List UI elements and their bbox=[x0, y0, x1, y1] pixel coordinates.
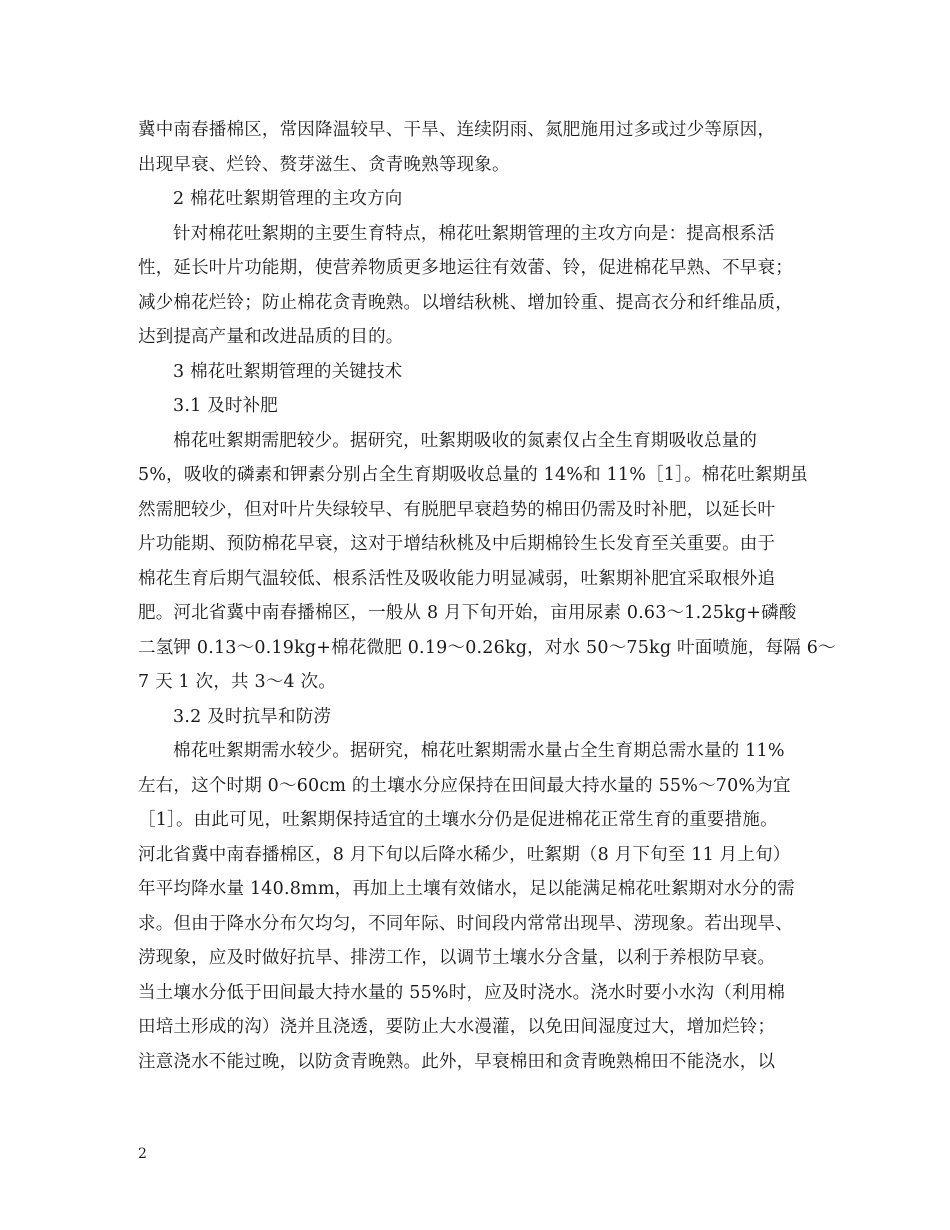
text-line: 片功能期、预防棉花早衰，这对于增结秋桃及中后期棉铃生长发育至关重要。由于 bbox=[138, 534, 776, 554]
text-line: 减少棉花烂铃；防止棉花贪青晚熟。以增结秋桃、增加铃重、提高衣分和纤维品质， bbox=[138, 292, 793, 313]
text-line: 5%，吸收的磷素和钾素分别占全生育期吸收总量的 14%和 11%［1］。棉花吐絮期虽 bbox=[138, 465, 808, 485]
text-line: 3.2 及时抗旱和防涝 bbox=[173, 706, 332, 727]
text-line: 当土壤水分低于田间最大持水量的 55%时，应及时浇水。浇水时要小水沟（利用棉 bbox=[138, 982, 786, 1003]
text-line: 棉花吐絮期需水较少。据研究，棉花吐絮期需水量占全生育期总需水量的 11% bbox=[173, 741, 785, 761]
text-line: 田培土形成的沟）浇并且浇透，要防止大水漫灌，以免田间湿度过大，增加烂铃； bbox=[138, 1017, 776, 1037]
text-line: 肥。河北省冀中南春播棉区，一般从 8 月下旬开始，亩用尿素 0.63～1.25kg+磷酸 bbox=[138, 603, 797, 623]
text-line: 河北省冀中南春播棉区，8 月下旬以后降水稀少，吐絮期（8 月下旬至 11 月上旬） bbox=[138, 844, 791, 865]
text-line: 棉花吐絮期需肥较少。据研究，吐絮期吸收的氮素仅占全生育期吸收总量的 bbox=[173, 430, 758, 451]
text-line: 左右，这个时期 0～60cm 的土壤水分应保持在田间最大持水量的 55%～70%为宜 bbox=[138, 775, 791, 796]
text-line: 年平均降水量 140.8mm，再加上土壤有效储水，足以能满足棉花吐絮期对水分的需 bbox=[138, 879, 795, 899]
text-line: 注意浇水不能过晚，以防贪青晚熟。此外，早衰棉田和贪青晚熟棉田不能浇水，以 bbox=[138, 1051, 776, 1072]
text-line: 2 棉花吐絮期管理的主攻方向 bbox=[173, 189, 403, 209]
text-line: 求。但由于降水分布欠均匀，不同年际、时间段内常常出现旱、涝现象。若出现旱、 bbox=[138, 913, 793, 934]
page-number: 2 bbox=[138, 1146, 147, 1162]
document-body bbox=[138, 113, 836, 1079]
text-line: 3 棉花吐絮期管理的关键技术 bbox=[173, 361, 403, 382]
text-line: 二氢钾 0.13～0.19kg+棉花微肥 0.19～0.26kg，对水 50～75kg 叶面喷施，每隔 6～ bbox=[138, 637, 836, 658]
text-line: ［1］。由此可见，吐絮期保持适宜的土壤水分仍是促进棉花正常生育的重要措施。 bbox=[138, 810, 778, 830]
text-line: 性，延长叶片功能期，使营养物质更多地运往有效蕾、铃，促进棉花早熟、不早衰； bbox=[138, 258, 793, 278]
text-line: 3.1 及时补肥 bbox=[173, 396, 278, 416]
text-line: 出现早衰、烂铃、赘芽滋生、贪青晚熟等现象。 bbox=[138, 154, 510, 175]
text-line: 冀中南春播棉区，常因降温较早、干旱、连续阴雨、氮肥施用过多或过少等原因， bbox=[138, 120, 776, 140]
text-line: 针对棉花吐絮期的主要生育特点，棉花吐絮期管理的主攻方向是：提高根系活 bbox=[173, 223, 775, 244]
text-line: 然需肥较少，但对叶片失绿较早、有脱肥早衰趋势的棉田仍需及时补肥，以延长叶 bbox=[138, 499, 776, 520]
text-line: 涝现象，应及时做好抗旱、排涝工作，以调节土壤水分含量，以利于养根防早衰。 bbox=[138, 948, 776, 968]
text-line: 7 天 1 次，共 3～4 次。 bbox=[138, 672, 337, 692]
text-line: 达到提高产量和改进品质的目的。 bbox=[138, 327, 404, 347]
text-line: 棉花生育后期气温较低、根系活性及吸收能力明显减弱，吐絮期补肥宜采取根外追 bbox=[138, 568, 776, 589]
